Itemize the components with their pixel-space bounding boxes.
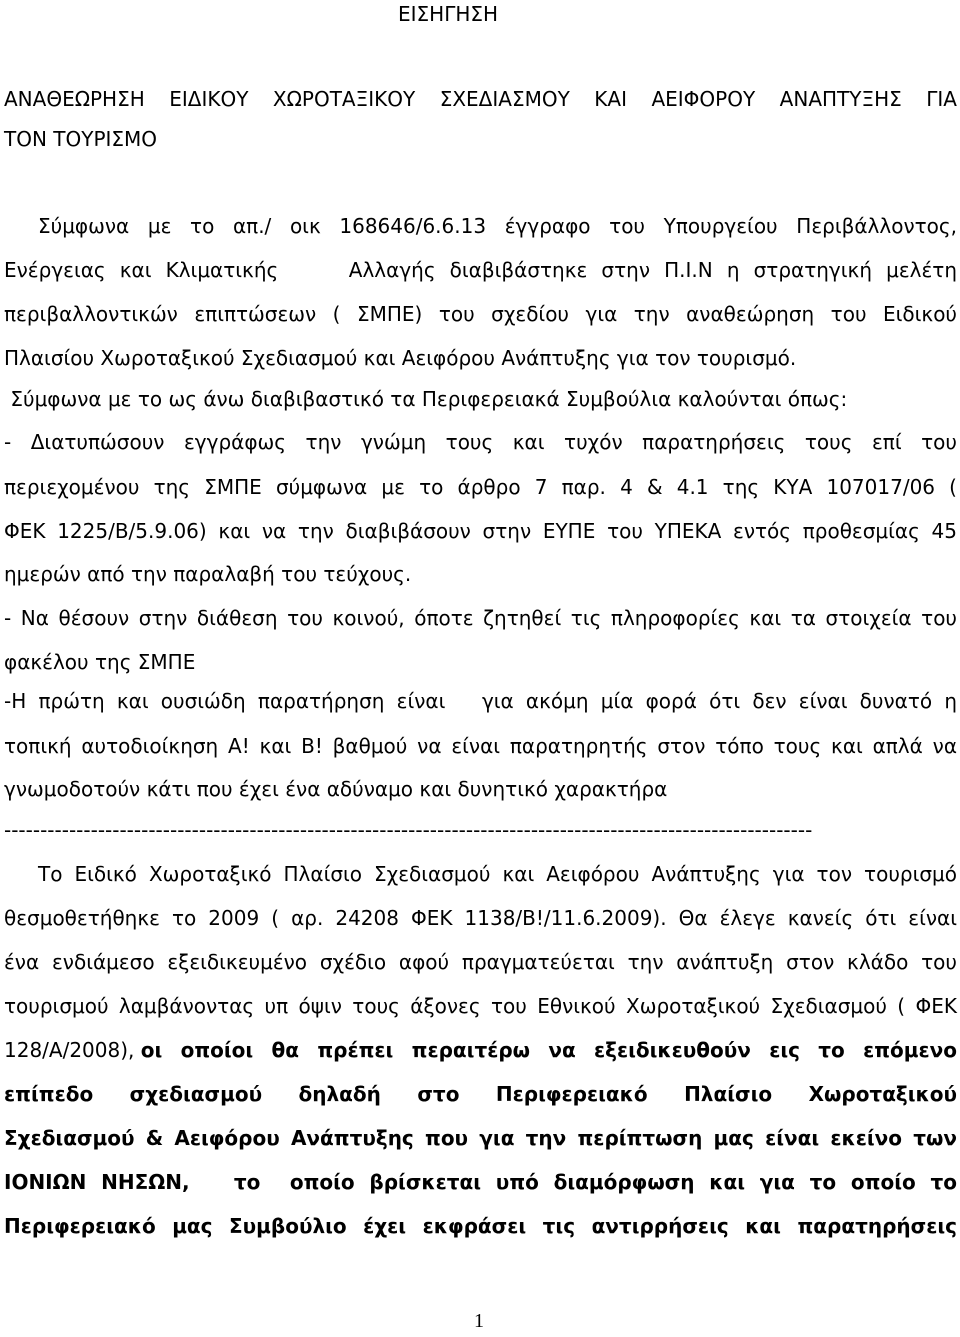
document-title: ΕΙΣΗΓΗΣΗ bbox=[398, 2, 499, 26]
paragraph-2-line-4: ΦΕΚ 1225/Β/5.9.06) και να την διαβιβάσουν στην ΕΥΠΕ του ΥΠΕΚΑ εντός προθεσμίας 45 bbox=[4, 519, 957, 543]
paragraph-6-line-2: Σχεδιασμού & Αειφόρου Ανάπτυξης που για την περίπτωση μας είναι εκείνο των bbox=[4, 1126, 957, 1150]
paragraph-5-line-5-plain: 128/Α/2008), bbox=[4, 1038, 141, 1062]
paragraph-6-line-3: ΙΟΝΙΩΝ ΝΗΣΩΝ, το οποίο βρίσκεται υπό διαμόρφωση και για το οποίο το bbox=[4, 1170, 957, 1194]
paragraph-1-line-2 bbox=[4, 257, 957, 283]
paragraph-5-line-5-bold: οι οποίοι θα πρέπει περαιτέρω να εξειδικευθούν εις το επόμενο bbox=[140, 1038, 957, 1062]
page-number: 1 bbox=[474, 1310, 484, 1332]
paragraph-4-line-2: τοπική αυτοδιοίκηση Α! και Β! βαθμού να είναι παρατηρητής στον τόπο τους και απλά να bbox=[4, 734, 957, 758]
paragraph-5-line-5 bbox=[4, 1037, 957, 1063]
section-separator: ---------------------------------------------------------------------------------------------------------------- bbox=[4, 818, 813, 842]
paragraph-4-line-1: -Η πρώτη και ουσιώδη παρατήρηση είναι για ακόμη μία φορά ότι δεν είναι δυνατό η bbox=[4, 689, 957, 713]
paragraph-2-line-5: ημερών από την παραλαβή του τεύχους. bbox=[4, 562, 412, 586]
paragraph-2-line-1: Σύμφωνα με το ως άνω διαβιβαστικό τα Περιφερειακά Συμβούλια καλούνται όπως: bbox=[4, 387, 848, 411]
paragraph-3-line-2: φακέλου της ΣΜΠΕ bbox=[4, 650, 196, 674]
paragraph-4-line-3: γνωμοδοτούν κάτι που έχει ένα αδύναμο και δυνητικό χαρακτήρα bbox=[4, 777, 668, 801]
paragraph-2-line-2: - Διατυπώσουν εγγράφως την γνώμη τους και τυχόν παρατηρήσεις τους επί του bbox=[4, 430, 957, 454]
paragraph-5-line-4: τουρισμού λαμβάνοντας υπ όψιν τους άξονες του Εθνικού Χωροταξικού Σχεδιασμού ( ΦΕΚ bbox=[4, 994, 957, 1018]
subject-line-1: ΑΝΑΘΕΩΡΗΣΗ ΕΙΔΙΚΟΥ ΧΩΡΟΤΑΞΙΚΟΥ ΣΧΕΔΙΑΣΜΟΥ ΚΑΙ ΑΕΙΦΟΡΟΥ ΑΝΑΠΤΥΞΗΣ ΓΙΑ bbox=[4, 87, 957, 111]
paragraph-1-line-1: Σύμφωνα με το απ./ οικ 168646/6.6.13 έγγραφο του Υπουργείου Περιβάλλοντος, bbox=[38, 214, 957, 238]
paragraph-6-line-4: Περιφερειακό μας Συμβούλιο έχει εκφράσει τις αντιρρήσεις και παρατηρήσεις bbox=[4, 1214, 957, 1238]
paragraph-6-line-1: επίπεδο σχεδιασμού δηλαδή στο Περιφερειακό Πλαίσιο Χωροταξικού bbox=[4, 1082, 957, 1106]
paragraph-1-line-2-text: Ενέργειας και Κλιματικής Αλλαγής διαβιβάστηκε στην Π.Ι.Ν η στρατηγική μελέτη bbox=[4, 258, 957, 282]
paragraph-3-line-1: - Να θέσουν στην διάθεση του κοινού, όποτε ζητηθεί τις πληροφορίες και τα στοιχεία του bbox=[4, 606, 957, 630]
paragraph-5-line-3: ένα ενδιάμεσο εξειδικευμένο σχέδιο αφού πραγματεύεται την ανάπτυξη στον κλάδο του bbox=[4, 950, 957, 974]
paragraph-1-line-3: περιβαλλοντικών επιπτώσεων ( ΣΜΠΕ) του σχεδίου για την αναθεώρηση του Ειδικού bbox=[4, 302, 957, 326]
paragraph-2-line-3: περιεχομένου της ΣΜΠΕ σύμφωνα με το άρθρο 7 παρ. 4 & 4.1 της ΚΥΑ 107017/06 ( bbox=[4, 475, 957, 499]
paragraph-1-line-4: Πλαισίου Χωροταξικού Σχεδιασμού και Αειφόρου Ανάπτυξης για τον τουρισμό. bbox=[4, 346, 797, 370]
paragraph-5-line-2: θεσμοθετήθηκε το 2009 ( αρ. 24208 ΦΕΚ 1138/Β!/11.6.2009). Θα έλεγε κανείς ότι είναι bbox=[4, 906, 957, 930]
paragraph-5-line-1: Το Ειδικό Χωροταξικό Πλαίσιο Σχεδιασμού και Αειφόρου Ανάπτυξης για τον τουρισμό bbox=[38, 862, 957, 886]
subject-line-2: ΤΟΝ ΤΟΥΡΙΣΜΟ bbox=[4, 127, 158, 151]
